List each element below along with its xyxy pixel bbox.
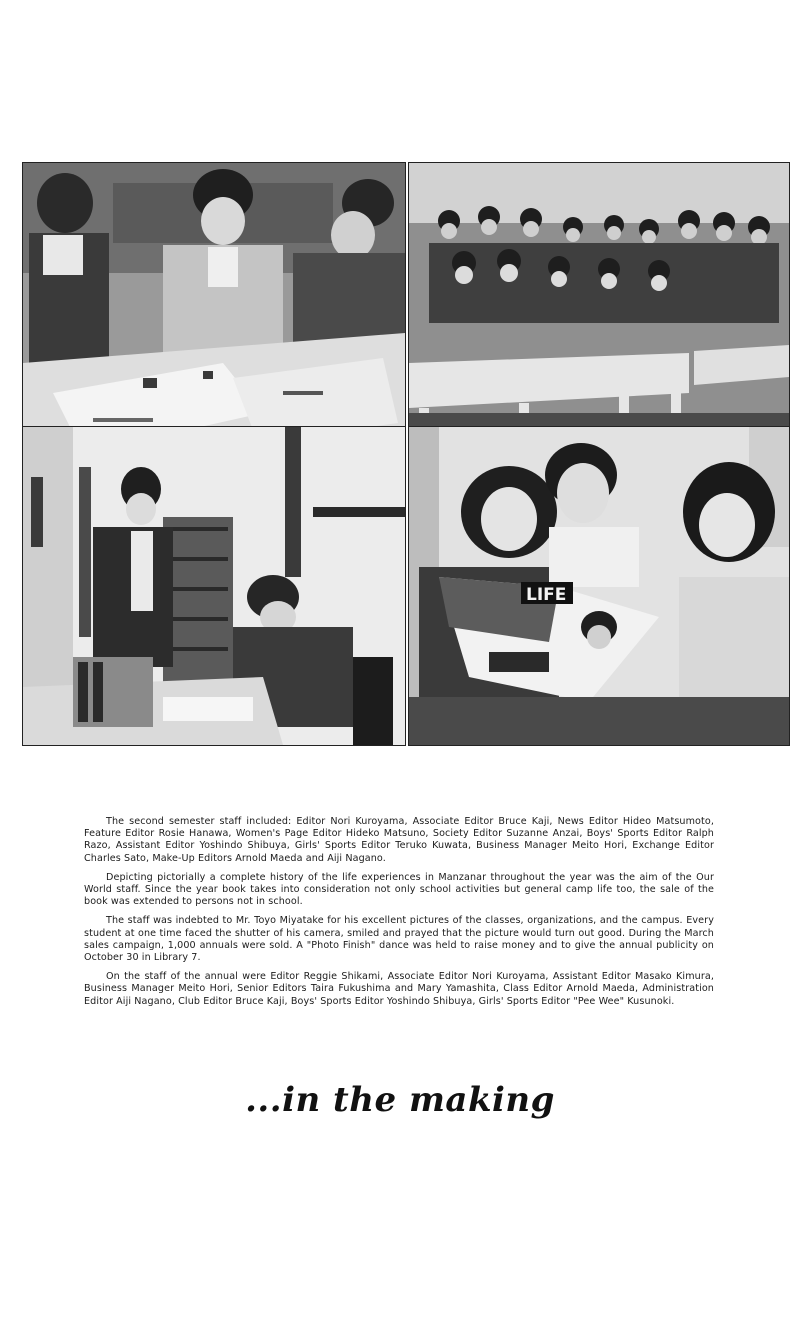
paragraph-photographer-and-sales: The staff was indebted to Mr. Toyo Miyatake for his excellent pictures of the classes, organizations, and the campus. Every student at one time faced the shutter of his camera, smiled and prayed that the picture would turn out good. During the March sales campaign, 1,000 annuals were sold. A "Photo Finish" dance was held to raise money and to give the annual publicity on October 30 in Library 7.: [84, 915, 714, 964]
paragraph-second-semester-staff: The second semester staff included: Editor Nori Kuroyama, Associate Editor Bruce Kaji, News Editor Hideo Matsumoto, Feature Editor Rosie Hanawa, Women's Page Editor Hideko Matsuno, Society Editor Suzanne Anzai, Boys' Sports Editor Ralph Razo, Assistant Editor Yoshindo Shibuya, Girls' Sports Editor Teruko Kuwata, Business Manager Meito Hori, Exchange Editor Charles Sato, Make-Up Editors Arnold Maeda and Aiji Nagano.: [84, 816, 714, 864]
magazine-logo-text: LIFE: [526, 585, 567, 605]
photo-students-reading-magazine-image: [409, 427, 789, 745]
photo-collage: [18, 108, 790, 744]
photo-students-reading-magazine: [408, 426, 790, 746]
paragraph-annual-staff: On the staff of the annual were Editor Reggie Shikami, Associate Editor Nori Kuroyama, Assistant Editor Masako Kimura, Business Manager Meito Hori, Senior Editors Taira Fukushima and Mary Yamashita, Class Editor Arnold Maeda, Administration Editor Aiji Nagano, Club Editor Bruce Kaji, Boys' Sports Editor Yoshindo Shibuya, Girls' Sports Editor "Pee Wee" Kusunoki.: [84, 971, 714, 1007]
page-headline: ...in the making: [245, 1080, 555, 1120]
paragraph-our-world-aim: Depicting pictorially a complete history of the life experiences in Manzanar throughout the year was the aim of the Our World staff. Since the year book takes into consideration not only school activities but general camp life too, the sale of the book was extended to persons not in school.: [84, 871, 714, 908]
photo-library-students: [22, 426, 406, 746]
photo-library-students-image: [23, 427, 405, 745]
article-body: [84, 816, 714, 1015]
